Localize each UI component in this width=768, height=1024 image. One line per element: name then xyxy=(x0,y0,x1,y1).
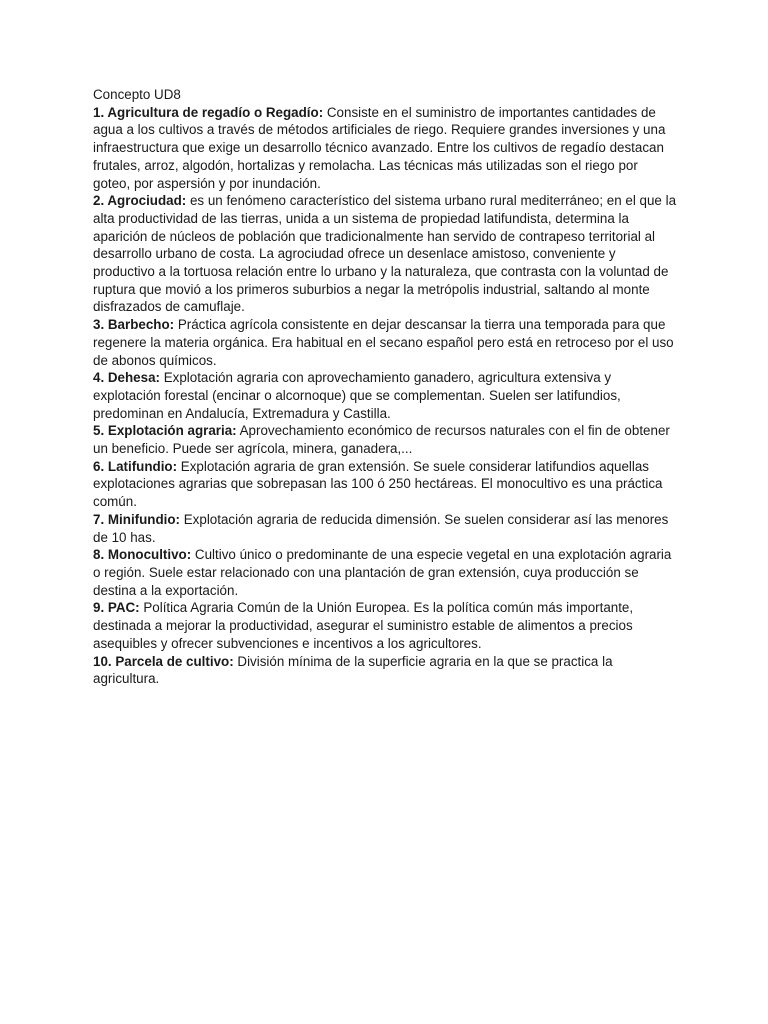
entry-term: 3. Barbecho: xyxy=(93,317,175,333)
entry-term: 8. Monocultivo: xyxy=(93,547,192,563)
entry-definition: División mínima de la superficie agraria en la que se practica la agricultura. xyxy=(93,653,613,687)
entry-definition: Explotación agraria de gran extensión. Se suele considerar latifundios aquellas explotaciones agrarias que sobrepasan las 100 ó 250 hectáreas. El monocultivo es una práctica común. xyxy=(93,458,663,510)
entry-definition: Explotación agraria de reducida dimensión. Se suelen considerar así las menores de 10 has. xyxy=(93,511,669,545)
definition-entry xyxy=(93,104,678,193)
entry-term: 1. Agricultura de regadío o Regadío: xyxy=(93,104,324,120)
definition-entry xyxy=(93,316,678,369)
definition-entry xyxy=(93,422,678,457)
entry-term: 5. Explotación agraria: xyxy=(93,423,237,439)
definition-entry xyxy=(93,458,678,511)
entry-term: 6. Latifundio: xyxy=(93,458,178,474)
definition-entry xyxy=(93,192,678,316)
definition-entry xyxy=(93,546,678,599)
entry-definition: Explotación agraria con aprovechamiento ganadero, agricultura extensiva y explotación forestal (encinar o alcornoque) que se complementan. Suelen ser latifundios, predominan en Andalucía, Extremadura y Castilla. xyxy=(93,370,621,421)
entry-definition: Cultivo único o predominante de una especie vegetal en una explotación agraria o región. Suele estar relacionado con una plantación de gran extensión, cuya producción se destina a la exportación. xyxy=(93,547,672,598)
entry-term: 10. Parcela de cultivo: xyxy=(93,653,234,669)
entry-term: 7. Minifundio: xyxy=(93,511,181,527)
entry-definition: Consiste en el suministro de importantes cantidades de agua a los cultivos a través de métodos artificiales de riego. Requiere grandes inversiones y una infraestructura que exige un desarrollo técnico avanzado. Entre los cultivos de regadío destacan frutales, arroz, algodón, hortalizas y remolacha. Las técnicas más utilizadas son el riego por goteo, por aspersión y por inundación. xyxy=(93,104,666,191)
definition-entry xyxy=(93,653,678,688)
definition-entry xyxy=(93,511,678,546)
entry-term: 4. Dehesa: xyxy=(93,370,160,386)
definition-entry xyxy=(93,369,678,422)
entry-definition: Política Agraria Común de la Unión Europea. Es la política común más importante, destinada a mejorar la productividad, asegurar el suministro estable de alimentos a precios asequibles y ofrecer subvenciones e incentivos a los agricultores. xyxy=(93,600,634,651)
entry-definition: Aprovechamiento económico de recursos naturales con el fin de obtener un beneficio. Puede ser agrícola, minera, ganadera,... xyxy=(93,423,670,457)
entry-definition: Práctica agrícola consistente en dejar descansar la tierra una temporada para que regenere la materia orgánica. Era habitual en el secano español pero está en retroceso por el uso de abonos químicos. xyxy=(93,317,674,368)
document-page xyxy=(93,86,678,688)
document-title: Concepto UD8 xyxy=(93,87,181,102)
entry-definition: es un fenómeno característico del sistema urbano rural mediterráneo; en el que la alta productividad de las tierras, unida a un sistema de propiedad latifundista, determina la aparición de núcleos de población que tradicionalmente han servido de contrapeso territorial al desarrollo urbano de costa. La agrociudad ofrece un desenlace amistoso, conveniente y productivo a la tortuosa relación entre lo urbano y la naturaleza, que contrasta con la voluntad de ruptura que movió a los primeros suburbios a negar la metrópolis industrial, saltando al monte disfrazados de camuflaje. xyxy=(93,193,677,315)
entry-term: 9. PAC: xyxy=(93,600,140,616)
entry-term: 2. Agrociudad: xyxy=(93,193,187,209)
definition-entry xyxy=(93,599,678,652)
